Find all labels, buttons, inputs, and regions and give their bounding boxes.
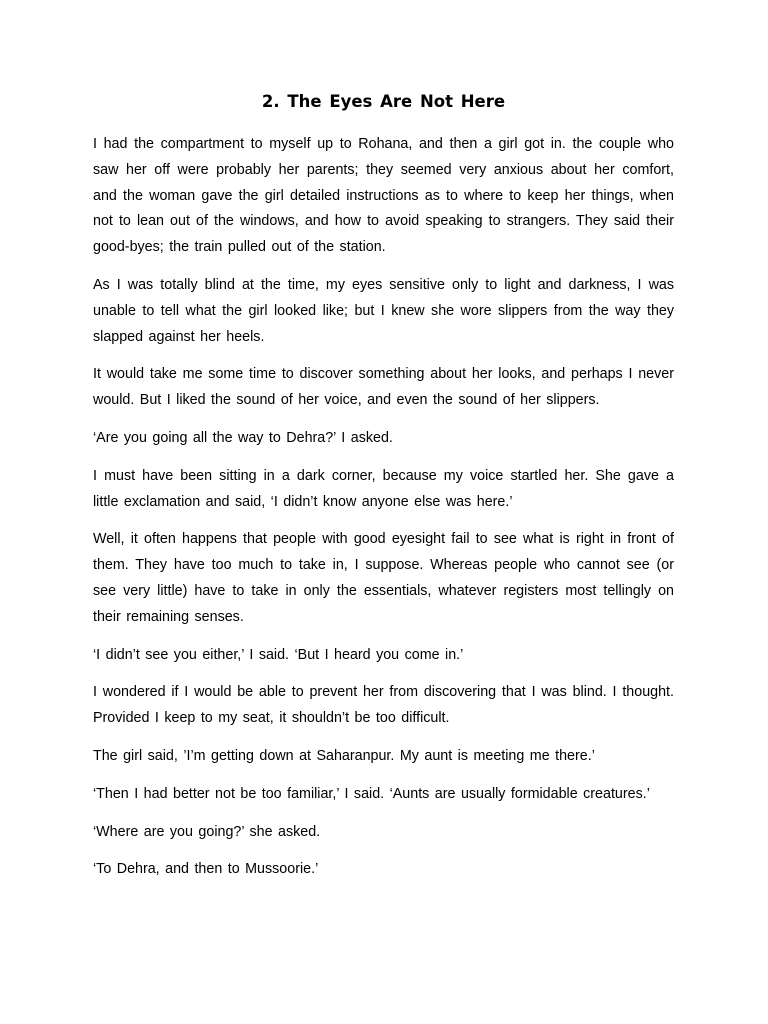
paragraph-9: The girl said, ’I’m getting down at Saharanpur. My aunt is meeting me there.’ <box>93 747 595 764</box>
paragraph-11: ‘Where are you going?’ she asked. <box>93 823 321 840</box>
paragraph-3: It would take me some time to discover something about her looks, and perhaps I never would. But I liked the sound of her voice, and even the sound of her slippers. <box>93 366 674 409</box>
paragraph-4: ‘Are you going all the way to Dehra?’ I asked. <box>93 429 393 446</box>
paragraph-10: ‘Then I had better not be too familiar,’ I said. ‘Aunts are usually formidable creatures.’ <box>93 785 650 802</box>
paragraph-2: As I was totally blind at the time, my eyes sensitive only to light and darkness, I was unable to tell what the girl looked like; but I knew she wore slippers from the way they slapped against her heels. <box>93 276 674 345</box>
paragraph-6: Well, it often happens that people with good eyesight fail to see what is right in front of them. They have too much to take in, I suppose. Whereas people who cannot see (or see very little) have to take in only the essentials, whatever registers most tellingly on their remaining senses. <box>93 531 674 625</box>
paragraph-12: ‘To Dehra, and then to Mussoorie.’ <box>93 861 319 878</box>
paragraph-7: ‘I didn’t see you either,’ I said. ‘But I heard you come in.’ <box>93 646 464 663</box>
paragraph-8: I wondered if I would be able to prevent her from discovering that I was blind. I thought. Provided I keep to my seat, it shouldn’t be too difficult. <box>93 684 674 727</box>
chapter-title: 2. The Eyes Are Not Here <box>261 92 506 111</box>
paragraph-1: I had the compartment to myself up to Rohana, and then a girl got in. the couple who saw her off were probably her parents; they seemed very anxious about her comfort, and the woman gave the girl detailed instructions as to where to keep her things, when not to lean out of the windows, and how to avoid speaking to strangers. They said their good-byes; the train pulled out of the station. <box>93 136 674 256</box>
paragraph-5: I must have been sitting in a dark corner, because my voice startled her. She gave a little exclamation and said, ‘I didn’t know anyone else was here.’ <box>93 467 674 510</box>
